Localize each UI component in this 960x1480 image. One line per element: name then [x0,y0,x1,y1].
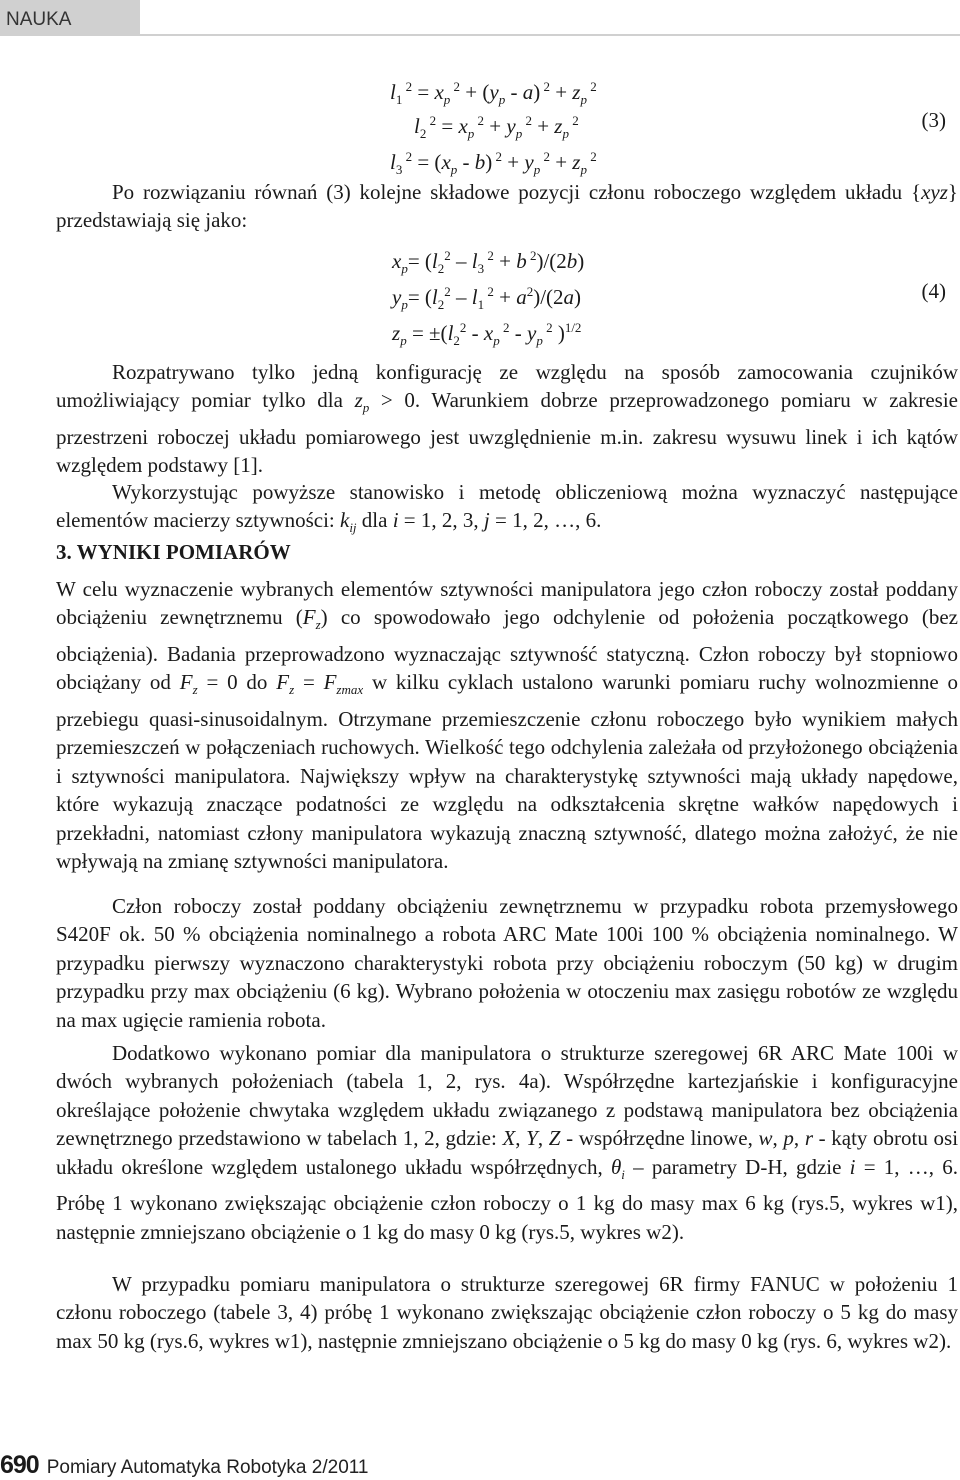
header-rule [140,34,960,36]
paragraph-5: Człon roboczy został poddany obciążeniu zewnętrznemu w przypadku robota przemysłowego S420F ok. 50 % obciążenia nominalnego a robota ARC Mate 100i 100 % obciążenia nominalnego. W przypadku pierwszy wyznaczono charakterystyki robota przy obciążeniu roboczym (50 kg) w drugim przypadku przy max obciążeniu (6 kg). Wybrano położenia w otoczeniu max zasięgu robotów ze względu na max ugięcie ramienia robota. [56,894,958,1032]
equation-4-line-2: $y_p= (l_2^2 - l_1$ $^2 + a^2)/(2a)$ [392,284,582,313]
equation-number-4: (4) [921,279,946,303]
equation-4-line-1: $x_p= (l_2^2 - l_3$ $^2$ + b $^2$)/(2b) [392,248,585,277]
page-number: 690 [0,1451,39,1479]
equation-3-line-3: $l_3$ $^2 = (x_p - b) ^2 + y_p$ $^2 + z_p$ $^2$ [390,149,597,178]
equation-4-line-3: $z_p = \pm(l_2^2 - x_p$ $^2 - y_p$ $^2$ )$^{1/2}$ [392,320,582,349]
paragraph-6: Dodatkowo wykonano pomiar dla manipulatora o strukturze szeregowej 6R ARC Mate 100i w dwóch wybranych położeniach (tabela 1, 2, rys. 4a). Współrzędne kartezjańskie i konfiguracyjne określające położenie chwytaka względem układu związanego z podstawą manipulatora bez obciążenia zewnętrznego przedstawiono w tabelach 1, 2, gdzie: X, Y, Z - współrzędne linowe, w, p, r - kąty obrotu osi układu określone względem ustalonego układu współrzędnych, $\theta_i$ – parametry D-H, gdzie i = 1, …, 6. Próbę 1 wykonano zwiększając obciążenie człon roboczy o 1 kg do masy max 6 kg (rys.5, wykres w1), następnie zmniejszano obciążenie o 1 kg do masy 0 kg (rys.5, wykres w2). [56,1041,959,1244]
page-footer [0,1451,369,1477]
paragraph-1: Po rozwiązaniu równań (3) kolejne składowe pozycji członu roboczego względem układu {xyz} przedstawiają się jako: [56,180,958,233]
equation-number-3: (3) [921,108,946,132]
paragraph-7: W przypadku pomiaru manipulatora o strukturze szeregowej 6R firmy FANUC w położeniu 1 członu roboczego (tabele 3, 4) próbę 1 wykonano zwiększając obciążenie człon roboczy o 5 kg do masy max 50 kg (rys.6, wykres w1), następnie zmniejszano obciążenie o 5 kg do masy 0 kg (rys. 6, wykres w2). [56,1272,958,1353]
paragraph-3: Wykorzystując powyższe stanowisko i metodę obliczeniową można wyznaczyć następujące elementów macierzy sztywności: $k_{ij}$ dla i = 1, 2, 3, j = 1, 2, …, 6. [56,480,958,536]
equation-3-line-1: $l_1$ $^2 = x_p$ $^2 + (y_p - a) ^2 + z_p$ $^2$ [390,79,597,108]
paragraph-2: Rozpatrywano tylko jedną konfigurację ze względu na sposób zamocowania czujników umożliwiający pomiar tylko dla $z_p > 0$. Warunkiem dobrze przeprowadzonego pomiaru w zakresie przestrzeni roboczej układu pomiarowego jest uwzględnienie m.in. zakresu wysuwu linek i ich kątów względem podstawy [1]. [56,360,958,478]
paragraph-4: W celu wyznaczenie wybranych elementów sztywności manipulatora jego człon roboczy został poddany obciążeniu zewnętrznemu $(F_z)$ co spowodowało jego odchylenie od położenia początkowego (bez obciążenia). Badania przeprowadzono wyznaczając sztywność statyczną. Człon roboczy był stopniowo obciążany od $F_z = 0$ do $F_z = F_{zmax}$ w kilku cyklach ustalono warunki pomiaru ruchy wolnozmienne o przebiegu quasi-sinusoidalnym. Otrzymane przemieszczenie członu roboczego było wynikiem małych przemieszczeń w połączeniach ruchowych. Wielkość tego odchylenia zależała od przyłożonego obciążenia i sztywności manipulatora. Największy wpływ na charakterystykę sztywności mają układy napędowe, które wykazują znaczące podatności ze względu na odkształcenia skrętne wałków napędowych i przekładni, natomiast człony manipulatora wykazują znaczną sztywność, dlatego można założyć, że nie wpływają na zmianę sztywności manipulatora. [56,577,958,874]
equation-3-line-2: $l_2$ $^2 = x_p$ $^2 + y_p$ $^2 + z_p$ $^2$ [414,113,579,142]
section-heading: 3. WYNIKI POMIARÓW [56,540,291,564]
journal-title: Pomiary Automatyka Robotyka 2/2011 [46,1457,369,1478]
section-tab: NAUKA [0,0,140,36]
